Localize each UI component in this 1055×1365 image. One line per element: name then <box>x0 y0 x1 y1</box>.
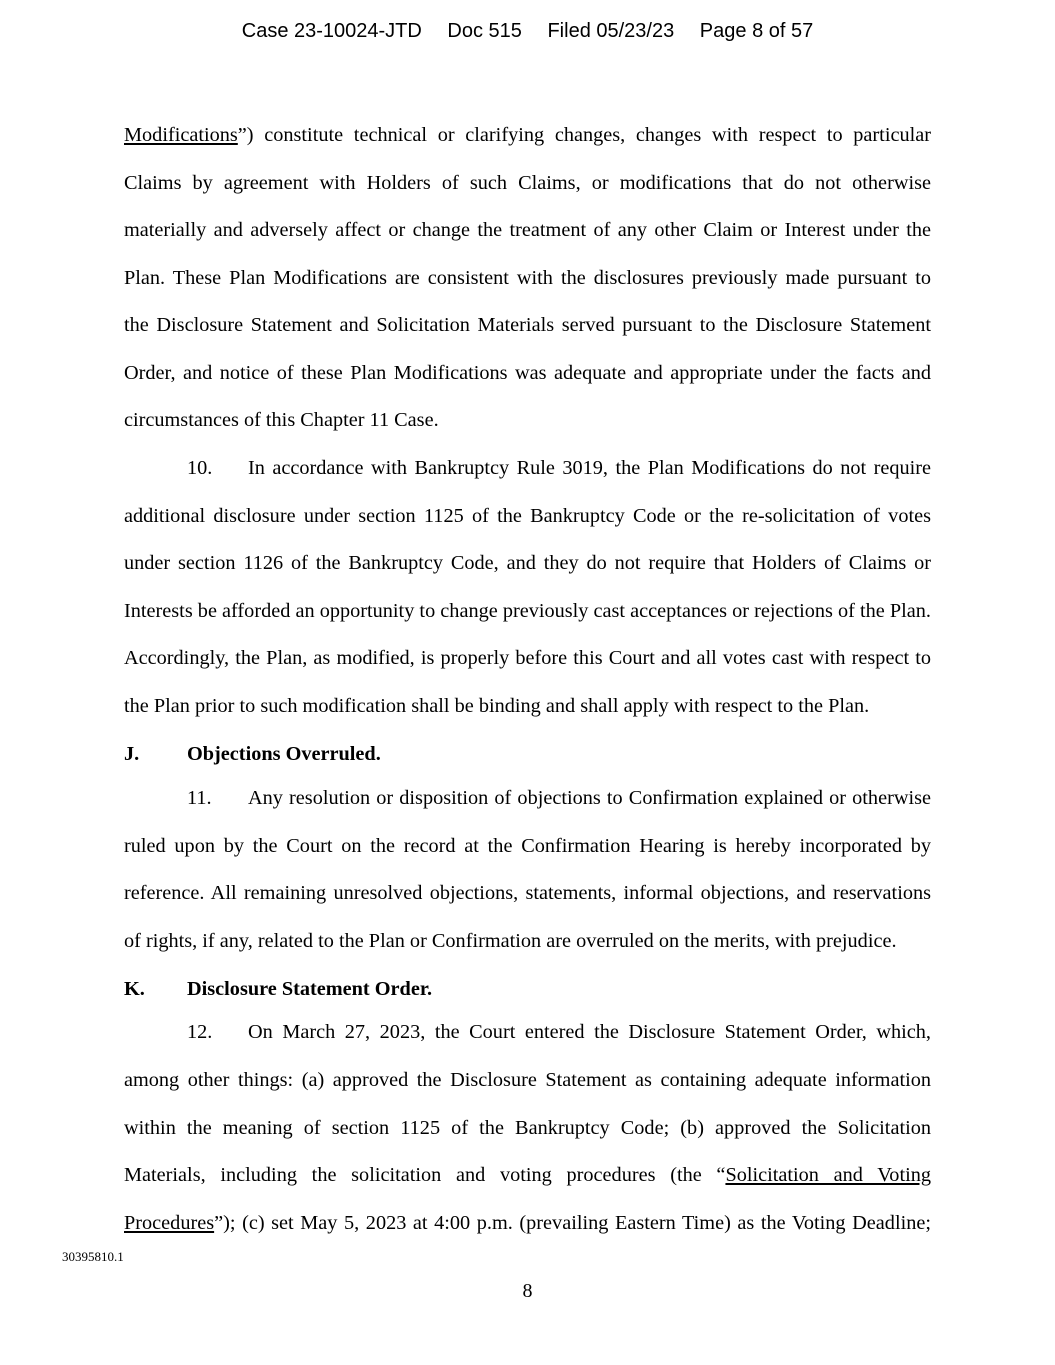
text-line <box>124 929 931 953</box>
text-line <box>124 171 931 195</box>
text-line <box>124 1211 931 1235</box>
text-segment: circumstances of this Chapter 11 Case. <box>124 409 439 431</box>
filed-date: Filed 05/23/23 <box>547 20 675 42</box>
section-heading <box>124 742 931 766</box>
text-line <box>124 1068 931 1092</box>
doc-number: Doc 515 <box>447 20 522 42</box>
text-segment: Disclosure Statement Order. <box>187 978 433 1000</box>
case-number: Case 23-10024-JTD <box>241 20 422 42</box>
text-line <box>124 1116 931 1140</box>
text-line <box>124 1020 931 1044</box>
text-line <box>124 551 931 575</box>
text-segment: ruled upon by the Court on the record at the Confirmation Hearing is hereby incorporated by <box>124 835 931 857</box>
text-line <box>124 218 931 242</box>
section-heading <box>124 977 931 1001</box>
line-text <box>187 977 931 1001</box>
line-text <box>124 313 931 337</box>
line-text <box>124 551 931 575</box>
text-segment: materially and adversely affect or change the treatment of any other Claim or Interest under the <box>124 219 931 241</box>
paragraph-number: 12. <box>187 1021 213 1043</box>
text-line <box>124 408 931 432</box>
line-text <box>124 834 931 858</box>
defined-term: Modifications <box>124 124 238 146</box>
line-text <box>248 1020 931 1044</box>
section-letter: K. <box>124 978 145 1000</box>
line-text <box>124 218 931 242</box>
line-text <box>124 1116 931 1140</box>
text-segment: Plan. These Plan Modifications are consistent with the disclosures previously made pursuant to <box>124 267 931 289</box>
text-segment: under section 1126 of the Bankruptcy Code, and they do not require that Holders of Claims or <box>124 552 931 574</box>
page-header <box>0 20 1055 43</box>
text-segment: Any resolution or disposition of objections to Confirmation explained or otherwise <box>248 787 931 809</box>
line-text <box>187 742 931 766</box>
line-text <box>248 456 931 480</box>
line-text <box>124 1068 931 1092</box>
text-line <box>124 694 931 718</box>
line-text <box>124 361 931 385</box>
text-segment: Materials, including the solicitation and voting procedures (the “ <box>124 1164 726 1186</box>
text-line <box>124 266 931 290</box>
text-line <box>124 504 931 528</box>
text-segment: Order, and notice of these Plan Modifications was adequate and appropriate under the facts and <box>124 362 931 384</box>
text-segment: additional disclosure under section 1125 of the Bankruptcy Code or the re-solicitation of votes <box>124 505 931 527</box>
text-line <box>124 599 931 623</box>
paragraph-number: 11. <box>187 787 212 809</box>
text-segment: of rights, if any, related to the Plan or Confirmation are overruled on the merits, with prejudice. <box>124 930 897 952</box>
line-text <box>124 408 931 432</box>
line-text <box>124 1211 931 1235</box>
text-segment: Claims by agreement with Holders of such Claims, or modifications that do not otherwise <box>124 172 931 194</box>
text-segment: ”); (c) set May 5, 2023 at 4:00 p.m. (prevailing Eastern Time) as the Voting Deadline; <box>214 1212 931 1234</box>
text-segment: Accordingly, the Plan, as modified, is properly before this Court and all votes cast with respect to <box>124 647 931 669</box>
text-line <box>124 834 931 858</box>
line-text <box>124 599 931 623</box>
text-segment: On March 27, 2023, the Court entered the Disclosure Statement Order, which, <box>248 1021 931 1043</box>
line-text <box>124 266 931 290</box>
line-text <box>124 123 931 147</box>
line-text <box>248 786 931 810</box>
line-text <box>124 646 931 670</box>
line-text <box>124 881 931 905</box>
text-line <box>124 1163 931 1187</box>
text-segment: within the meaning of section 1125 of the Bankruptcy Code; (b) approved the Solicitation <box>124 1117 931 1139</box>
text-line <box>124 361 931 385</box>
line-text <box>124 694 931 718</box>
defined-term: Procedures <box>124 1212 215 1234</box>
line-text <box>124 1163 931 1187</box>
line-text <box>124 929 931 953</box>
text-segment: Objections Overruled. <box>187 743 381 765</box>
text-line <box>124 313 931 337</box>
page-indicator: Page 8 of 57 <box>699 20 814 42</box>
text-line <box>124 881 931 905</box>
text-segment: ”) constitute technical or clarifying changes, changes with respect to particular <box>237 124 931 146</box>
text-segment: among other things: (a) approved the Disclosure Statement as containing adequate information <box>124 1069 931 1091</box>
text-segment: In accordance with Bankruptcy Rule 3019, the Plan Modifications do not require <box>248 457 931 479</box>
line-text <box>124 171 931 195</box>
text-line <box>124 456 931 480</box>
text-line <box>124 646 931 670</box>
text-segment: the Disclosure Statement and Solicitation Materials served pursuant to the Disclosure Statement <box>124 314 931 336</box>
paragraph-number: 10. <box>187 457 213 479</box>
text-line <box>124 786 931 810</box>
section-letter: J. <box>124 743 140 765</box>
text-segment: the Plan prior to such modification shall be binding and shall apply with respect to the Plan. <box>124 695 870 717</box>
page-number: 8 <box>522 1280 533 1302</box>
text-line <box>124 123 931 147</box>
line-text <box>124 504 931 528</box>
defined-term: Solicitation and Voting <box>725 1164 931 1186</box>
text-segment: reference. All remaining unresolved objections, statements, informal objections, and reservations <box>124 882 931 904</box>
document-id: 30395810.1 <box>62 1249 124 1264</box>
text-segment: Interests be afforded an opportunity to change previously cast acceptances or rejections of the Plan. <box>124 600 931 622</box>
